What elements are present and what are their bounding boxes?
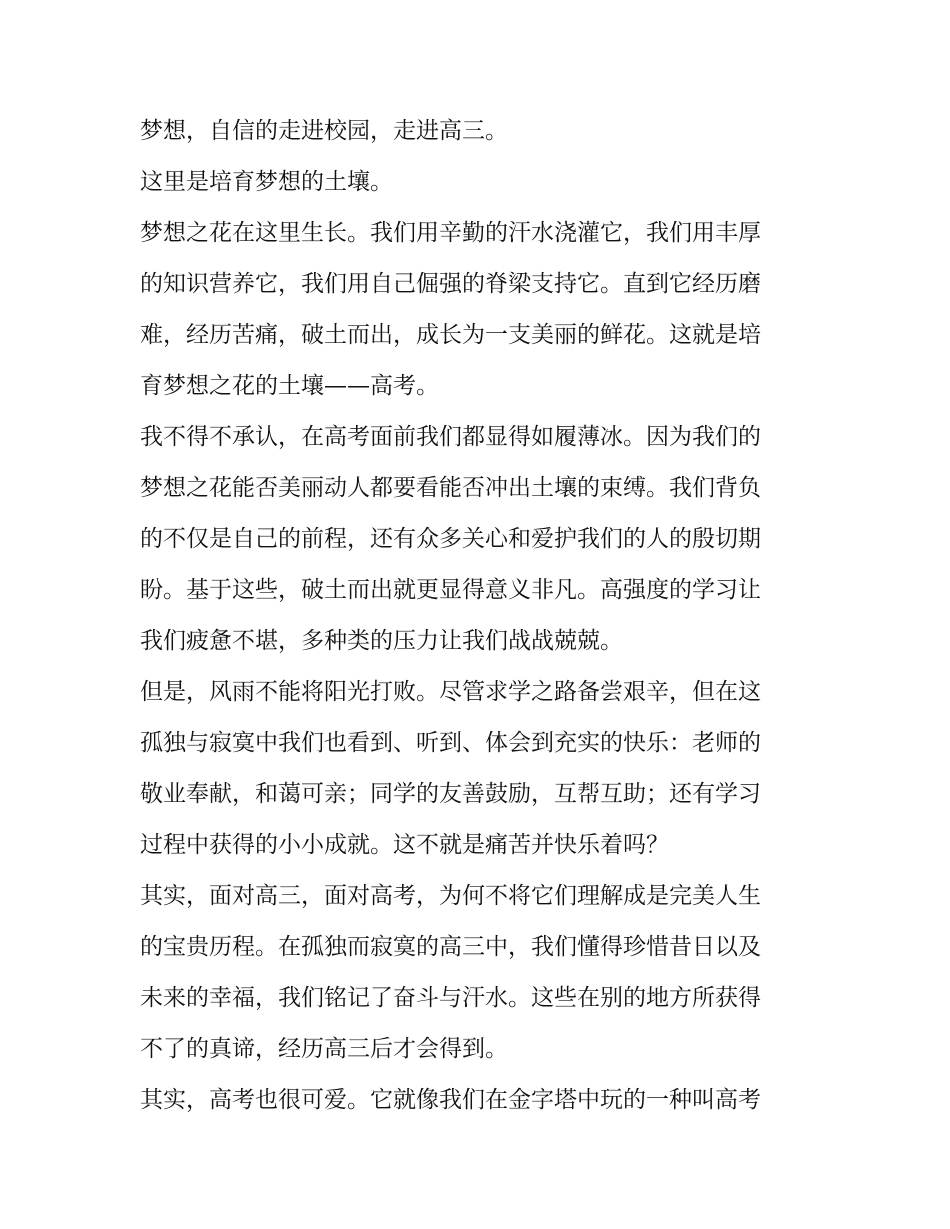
text-line: 梦想之花在这里生长。我们用辛勤的汗水浇灌它，我们用丰厚 [140,220,761,246]
text-line: 但是，风雨不能将阳光打败。尽管求学之路备尝艰辛，但在这 [140,679,761,705]
document-text [140,106,820,1126]
text-line: 梦想之花能否美丽动人都要看能否冲出土壤的束缚。我们背负 [140,475,761,501]
text-line: 敬业奉献，和蔼可亲；同学的友善鼓励，互帮互助；还有学习 [140,781,761,807]
text-line: 过程中获得的小小成就。这不就是痛苦并快乐着吗？ [140,832,669,858]
text-line: 这里是培育梦想的土壤。 [140,169,393,195]
text-line: 其实，面对高三，面对高考，为何不将它们理解成是完美人生 [140,883,761,909]
text-line: 未来的幸福，我们铭记了奋斗与汗水。这些在别的地方所获得 [140,985,761,1011]
text-line: 的宝贵历程。在孤独而寂寞的高三中，我们懂得珍惜昔日以及 [140,934,761,960]
text-line: 难，经历苦痛，破土而出，成长为一支美丽的鲜花。这就是培 [140,322,761,348]
text-line: 孤独与寂寞中我们也看到、听到、体会到充实的快乐：老师的 [140,730,761,756]
text-line: 我们疲惫不堪，多种类的压力让我们战战兢兢。 [140,628,623,654]
text-line: 梦想，自信的走进校园，走进高三。 [140,118,508,144]
text-line: 育梦想之花的土壤——高考。 [140,373,439,399]
text-line: 的知识营养它，我们用自己倔强的脊梁支持它。直到它经历磨 [140,271,761,297]
text-line: 不了的真谛，经历高三后才会得到。 [140,1036,508,1062]
text-line: 其实，高考也很可爱。它就像我们在金字塔中玩的一种叫高考 [140,1087,761,1113]
text-line: 我不得不承认，在高考面前我们都显得如履薄冰。因为我们的 [140,424,761,450]
text-line: 的不仅是自己的前程，还有众多关心和爱护我们的人的殷切期 [140,526,761,552]
text-line: 盼。基于这些，破土而出就更显得意义非凡。高强度的学习让 [140,577,761,603]
